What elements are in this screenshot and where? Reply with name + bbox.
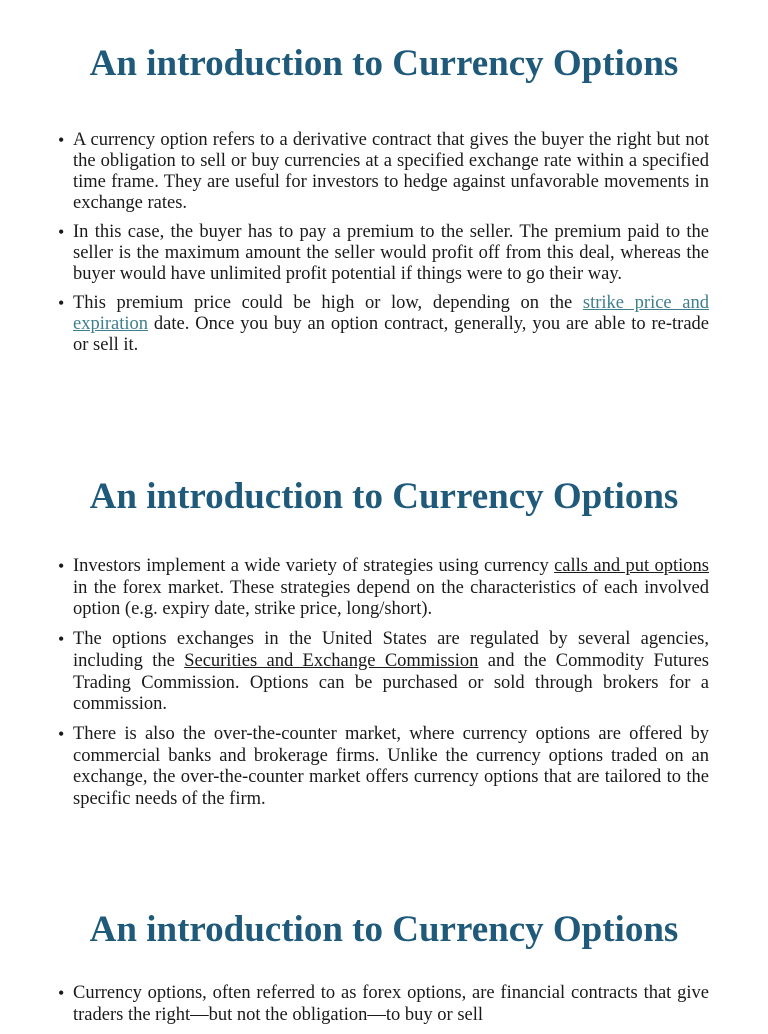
bullet-text: In this case, the buyer has to pay a premium to the seller. The premium paid to the seller is the maximum amount the seller would profit off from this deal, whereas the buyer would have unlimited profit potential if things were to go their way. bbox=[73, 222, 709, 284]
slide-2 bbox=[0, 475, 768, 819]
slide-title: An introduction to Currency Options bbox=[89, 909, 679, 950]
bullet-text: Currency options, often referred to as forex options, are financial contracts that give traders the right—but not the obligation—to buy or sell bbox=[73, 983, 709, 1025]
strike-price-link[interactable]: strike price and expiration bbox=[73, 293, 709, 334]
bullet-item bbox=[73, 983, 709, 1026]
bullet-text: A currency option refers to a derivative contract that gives the buyer the right but not the obligation to sell or buy currencies at a specified exchange rate within a specified time frame. They are useful for investors to hedge against unfavorable movements in exchange rates. bbox=[73, 130, 709, 213]
bullet-text: There is also the over-the-counter market, where currency options are offered by commercial banks and brokerage firms. Unlike the currency options traded on an exchange, the over-the-counter market offers currency options that are tailored to the specific needs of the firm. bbox=[73, 723, 709, 810]
bullet-text: and the Commodity Futures Trading Commission. Options can be purchased or sold through brokers for a commission. bbox=[73, 650, 709, 715]
bullet-item bbox=[73, 724, 709, 811]
bullet-item bbox=[73, 293, 709, 356]
calls-and-put-options-link[interactable]: calls and put options bbox=[554, 556, 710, 576]
slide-title: An introduction to Currency Options bbox=[89, 476, 679, 517]
sec-link[interactable]: Securities and Exchange Commission bbox=[184, 650, 479, 671]
bullet-list bbox=[0, 556, 768, 811]
bullet-item bbox=[73, 556, 709, 621]
slide-1 bbox=[0, 42, 768, 364]
bullet-text: Investors implement a wide variety of strategies using currency bbox=[73, 556, 555, 576]
bullet-text: This premium price could be high or low, depending on the bbox=[73, 293, 583, 313]
bullet-item bbox=[73, 629, 709, 716]
slide-title: An introduction to Currency Options bbox=[89, 43, 679, 84]
bullet-text: The options exchanges in the United States are regulated by several agencies, including the bbox=[73, 629, 709, 671]
bullet-text: in the forex market. These strategies depend on the characteristics of each involved option (e.g. expiry date, strike price, long/short). bbox=[73, 577, 709, 620]
bullet-item bbox=[73, 222, 709, 285]
bullet-text: date. Once you buy an option contract, generally, you are able to re-trade or sell it. bbox=[73, 314, 709, 355]
bullet-list bbox=[0, 983, 768, 1026]
bullet-item bbox=[73, 130, 709, 214]
bullet-list bbox=[0, 130, 768, 356]
slide-3 bbox=[0, 908, 768, 1034]
